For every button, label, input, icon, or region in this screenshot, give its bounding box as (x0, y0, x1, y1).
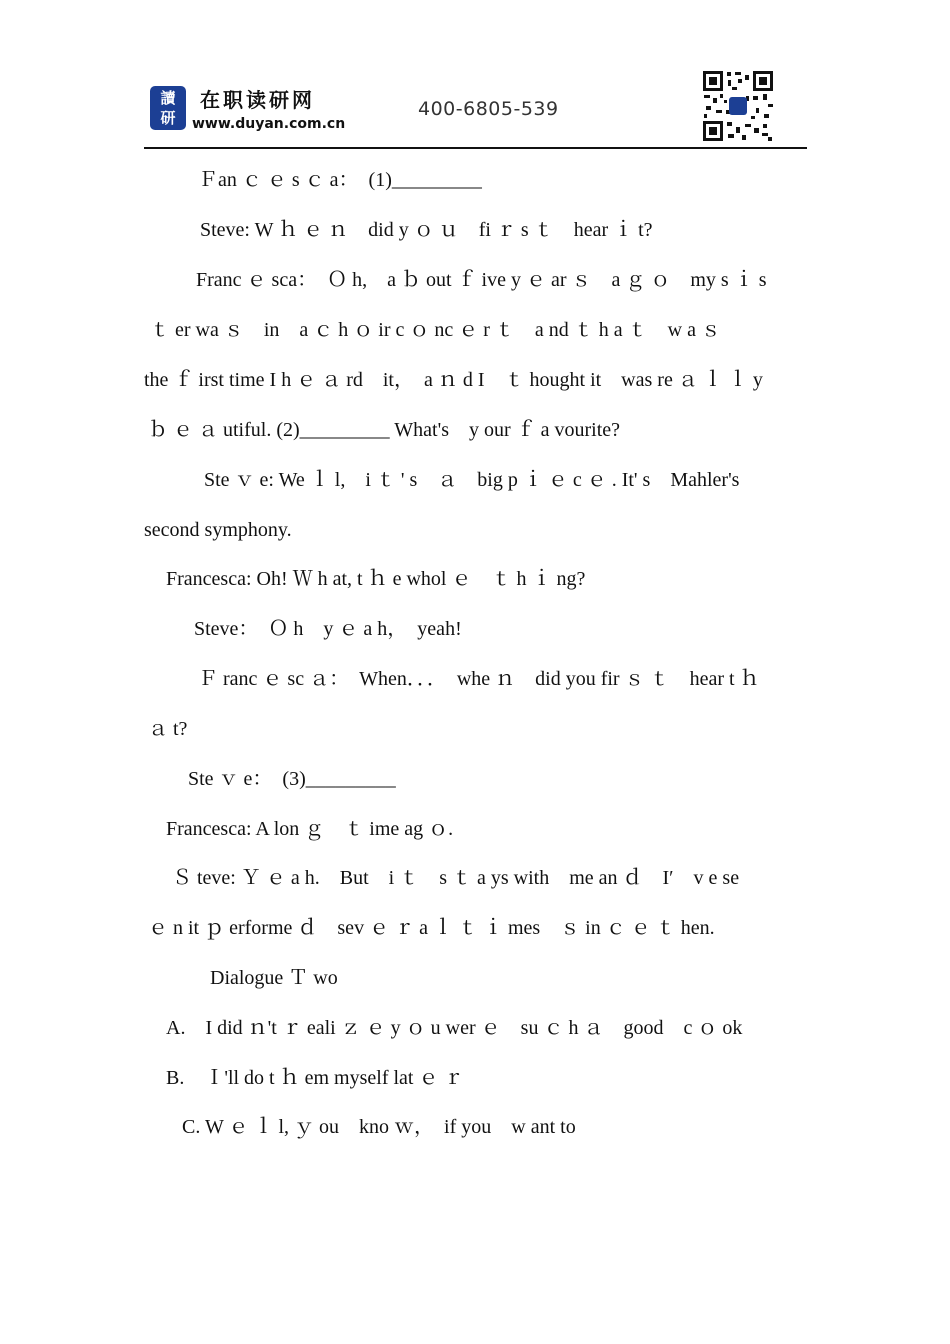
logo-char-yan: 研 (160, 109, 176, 127)
dialogue-line: Ste ｖ e: We ｌ l, i ｔ ' s ａ big p ｉ ｅ c ｅ . It' s Mahler's (204, 469, 740, 491)
dialogue-line: Steve: W ｈ ｅ ｎ did y ｏ ｕ fi ｒ s ｔ hear ｉ t? (200, 219, 653, 241)
dialogue-line: second symphony. (144, 519, 292, 541)
dialogue-line: ｅ n it ｐ erforme ｄ sev ｅ ｒ a ｌ ｔ ｉ mes ｓ in ｃ ｅ ｔ hen. (148, 917, 715, 939)
dialogue-line: Francesca: Oh! Ｗ h at, t ｈ e whol ｅ ｔ h ｉ ng? (166, 568, 586, 590)
site-url: www.duyan.com.cn (192, 116, 346, 132)
page-header (0, 0, 950, 150)
dialogue-line: the ｆ irst time I h ｅ ａ rd it， a ｎ d I ｔ hought it was re ａ ｌ ｌ y (144, 369, 763, 391)
header-rule (144, 147, 807, 149)
duyan-logo (150, 86, 186, 130)
dialogue-line: Francesca: A lon ｇ ｔ ime ag ｏ. (166, 818, 454, 840)
phone-number: 400-6805-539 (418, 98, 559, 120)
dialogue-line: Ｓ teve: Ｙ ｅ a h. But i ｔ s ｔ a ys with me an ｄ I′ v e se (172, 867, 740, 889)
dialogue-line: Ｆ ranc ｅ sc ａ： When．．． whe ｎ did you fir ｓ ｔ hear t ｈ (198, 668, 760, 690)
qr-code-icon (702, 70, 774, 142)
dialogue-line: ａ t? (148, 718, 188, 740)
option-line: B. Ｉ'll do t ｈ em myself lat ｅ ｒ (166, 1067, 464, 1089)
logo-char-du: 讀 (160, 89, 176, 107)
option-line: A. I did ｎ't ｒ eali ｚ ｅ y ｏ u wer ｅ su ｃ h ａ good c ｏ ok (166, 1017, 743, 1039)
dialogue-line: ｔ er wa ｓ in a ｃ h ｏ ir c ｏ nc ｅ r ｔ a nd ｔ h a ｔ w a ｓ (150, 319, 721, 341)
dialogue-line: ｂ ｅ ａ utiful. (2)_________ What's y our ｆ a vourite? (148, 419, 621, 441)
dialogue-line: Franc ｅ sca： Ｏ h, a ｂ out ｆ ive y ｅ ar ｓ a ｇ ｏ my s ｉ s (196, 269, 767, 291)
site-name: 在职读研网 (200, 88, 315, 112)
option-line: C. W ｅ ｌ l, ｙ ou kno ｗ， if you w ant to (182, 1116, 576, 1138)
dialogue-line: Steve： Ｏ h y ｅ a h， yeah! (194, 618, 462, 640)
dialogue-line: Ste ｖ e： (3)_________ (188, 768, 396, 790)
dialogue-line: Ｆan ｃ ｅ s ｃ a： (1)_________ (198, 169, 482, 191)
section-heading: Dialogue Ｔ wo (210, 967, 338, 989)
